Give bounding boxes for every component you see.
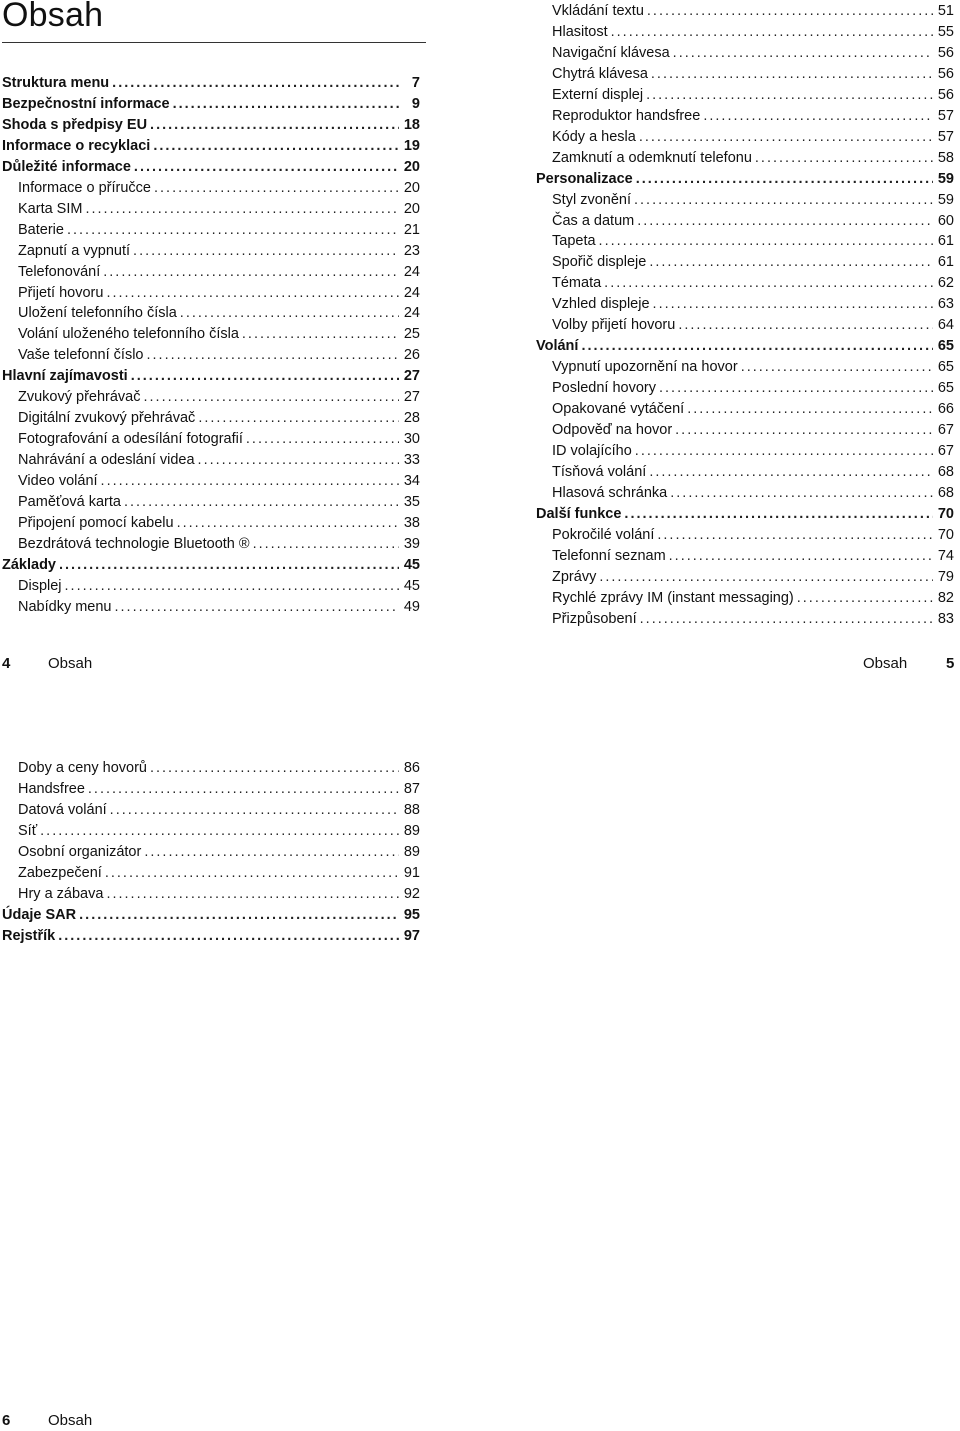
- toc-entry-label: Karta SIM: [18, 200, 83, 217]
- toc-entry[interactable]: [552, 441, 954, 461]
- toc-entry[interactable]: [552, 127, 954, 147]
- toc-entry-label: Hlasitost: [552, 23, 608, 40]
- toc-entry-page-number: 63: [937, 296, 954, 313]
- toc-entry-page-number: 21: [403, 221, 420, 238]
- dot-leader: [651, 64, 933, 84]
- dot-leader: [105, 863, 399, 883]
- dot-leader: [198, 450, 399, 470]
- dot-leader: [131, 366, 399, 386]
- toc-entry-page-number: 89: [403, 822, 420, 839]
- toc-entry-page-number: 65: [937, 359, 954, 376]
- toc-entry-page-number: 38: [403, 514, 420, 531]
- dot-leader: [110, 800, 399, 820]
- dot-leader: [673, 43, 933, 63]
- toc-entry-page-number: 55: [937, 23, 954, 40]
- toc-entry-label: Kódy a hesla: [552, 128, 636, 145]
- toc-entry-page-number: 57: [937, 107, 954, 124]
- dot-leader: [637, 211, 933, 231]
- toc-entry[interactable]: [18, 262, 420, 282]
- toc-entry-page-number: 74: [937, 547, 954, 564]
- running-footer-bottom: Obsah: [48, 1412, 93, 1429]
- toc-entry-label: Chytrá klávesa: [552, 65, 648, 82]
- toc-entry-page-number: 64: [937, 317, 954, 334]
- dot-leader: [177, 513, 399, 533]
- toc-entry[interactable]: [536, 336, 954, 356]
- dot-leader: [65, 576, 399, 596]
- dot-leader: [741, 357, 933, 377]
- toc-entry-label: Uložení telefonního čísla: [18, 305, 177, 322]
- dot-leader: [581, 336, 933, 356]
- toc-entry[interactable]: [552, 231, 954, 251]
- toc-entry-page-number: 26: [403, 347, 420, 364]
- toc-entry-page-number: 24: [403, 263, 420, 280]
- toc-entry-label: Nabídky menu: [18, 598, 112, 615]
- toc-entry[interactable]: [18, 345, 420, 365]
- toc-entry[interactable]: [552, 43, 954, 63]
- dot-leader: [599, 231, 933, 251]
- toc-entry-label: Struktura menu: [2, 75, 110, 91]
- toc-entry-label: Síť: [18, 822, 38, 839]
- toc-entry-label: Displej: [18, 577, 62, 594]
- toc-entry[interactable]: [18, 842, 420, 862]
- page-number-left: 4: [2, 655, 11, 672]
- toc-entry[interactable]: [18, 779, 420, 799]
- dot-leader: [669, 546, 933, 566]
- toc-entry[interactable]: [552, 190, 954, 210]
- toc-entry-page-number: 59: [937, 191, 954, 208]
- toc-entry-page-number: 33: [403, 452, 420, 469]
- toc-entry-label: Tísňová volání: [552, 463, 647, 480]
- toc-entry-page-number: 23: [403, 242, 420, 259]
- toc-entry-page-number: 49: [403, 598, 420, 615]
- toc-entry[interactable]: [552, 357, 954, 377]
- toc-entry-label: Odpověď na hovor: [552, 422, 673, 438]
- dot-leader: [797, 588, 933, 608]
- toc-entry-page-number: 25: [403, 326, 420, 343]
- dot-leader: [246, 429, 399, 449]
- dot-leader: [150, 758, 399, 778]
- toc-entry[interactable]: [552, 567, 954, 587]
- toc-entry-label: Přijetí hovoru: [18, 284, 104, 301]
- dot-leader: [242, 324, 399, 344]
- toc-entry[interactable]: [2, 73, 420, 93]
- running-footer-left: Obsah: [48, 655, 93, 672]
- toc-entry-page-number: 83: [937, 610, 954, 627]
- toc-entry-label: Bezdrátová technologie Bluetooth ®: [18, 535, 250, 552]
- toc-entry[interactable]: [18, 471, 420, 491]
- toc-entry-label: Údaje SAR: [2, 906, 77, 923]
- toc-entry[interactable]: [18, 220, 420, 240]
- toc-entry-page-number: 82: [937, 589, 954, 606]
- dot-leader: [646, 85, 933, 105]
- toc-entry[interactable]: [552, 420, 954, 440]
- toc-entry-label: Poslední hovory: [552, 380, 656, 397]
- toc-entry-label: Hlasová schránka: [552, 484, 668, 501]
- toc-entry[interactable]: [552, 85, 954, 105]
- toc-entry[interactable]: [2, 926, 420, 946]
- toc-entry[interactable]: [552, 1, 954, 21]
- toc-entry-page-number: 65: [937, 338, 954, 355]
- toc-entry[interactable]: [18, 884, 420, 904]
- toc-entry-page-number: 27: [403, 389, 420, 406]
- toc-entry[interactable]: [18, 513, 420, 533]
- toc-entry-page-number: 35: [403, 494, 420, 510]
- toc-entry-label: Základy: [2, 556, 56, 573]
- dot-leader: [115, 597, 400, 617]
- dot-leader: [180, 303, 399, 323]
- dot-leader: [88, 779, 399, 799]
- toc-entry-label: Vaše telefonní číslo: [18, 347, 144, 364]
- toc-entry-page-number: 88: [403, 801, 420, 818]
- toc-entry[interactable]: [2, 555, 420, 575]
- dot-leader: [133, 241, 399, 261]
- page-number-right: 5: [946, 655, 955, 672]
- toc-entry[interactable]: [2, 94, 420, 114]
- toc-entry[interactable]: [2, 115, 420, 135]
- toc-entry[interactable]: [2, 366, 420, 386]
- toc-entry[interactable]: [536, 504, 954, 524]
- dot-leader: [659, 378, 933, 398]
- toc-entry-page-number: 56: [937, 44, 954, 61]
- toc-entry[interactable]: [18, 429, 420, 449]
- toc-entry-label: Externí displej: [552, 86, 644, 103]
- toc-entry-label: Vkládání textu: [552, 3, 644, 19]
- toc-entry-label: Volby přijetí hovoru: [552, 317, 676, 334]
- toc-entry-page-number: 20: [403, 179, 420, 196]
- page-title: Obsah: [2, 0, 104, 34]
- dot-leader: [144, 842, 399, 862]
- title-divider: [2, 42, 426, 43]
- dot-leader: [146, 345, 399, 365]
- toc-entry[interactable]: [2, 157, 420, 177]
- toc-entry-page-number: 70: [937, 526, 954, 543]
- dot-leader: [67, 220, 399, 240]
- toc-entry[interactable]: [552, 525, 954, 545]
- toc-entry-label: Hry a zábava: [18, 885, 104, 902]
- dot-leader: [79, 905, 399, 925]
- toc-entry-page-number: 66: [937, 401, 954, 418]
- toc-entry[interactable]: [552, 378, 954, 398]
- dot-leader: [112, 73, 399, 93]
- toc-entry-label: Čas a datum: [552, 212, 635, 229]
- toc-entry-page-number: 95: [403, 906, 420, 923]
- dot-leader: [150, 115, 399, 135]
- dot-leader: [755, 148, 933, 168]
- toc-entry-label: Datová volání: [18, 801, 107, 818]
- toc-entry[interactable]: [552, 211, 954, 231]
- toc-entry-label: Další funkce: [536, 505, 622, 522]
- toc-entry-label: Baterie: [18, 221, 64, 238]
- toc-entry-label: Reproduktor handsfree: [552, 107, 701, 124]
- toc-entry[interactable]: [18, 821, 420, 841]
- toc-entry-page-number: 61: [937, 233, 954, 250]
- toc-entry-label: Rychlé zprávy IM (instant messaging): [552, 589, 794, 606]
- dot-leader: [624, 504, 933, 524]
- toc-entry-label: Zabezpečení: [18, 864, 102, 881]
- toc-entry-label: Pokročilé volání: [552, 526, 655, 543]
- toc-entry-label: Informace o příručce: [18, 179, 151, 196]
- toc-entry[interactable]: [552, 588, 954, 608]
- dot-leader: [636, 169, 933, 189]
- toc-entry[interactable]: [18, 178, 420, 198]
- dot-leader: [103, 262, 399, 282]
- toc-entry-label: Volání: [536, 338, 579, 355]
- toc-entry-label: Volání uloženého telefonního čísla: [18, 326, 239, 343]
- toc-entry-label: Zapnutí a vypnutí: [18, 242, 131, 259]
- toc-entry-label: Styl zvonění: [552, 191, 631, 208]
- dot-leader: [40, 821, 399, 841]
- dot-leader: [675, 420, 933, 440]
- dot-leader: [101, 471, 399, 491]
- toc-entry[interactable]: [552, 252, 954, 272]
- toc-entry-label: Personalizace: [536, 170, 633, 187]
- dot-leader: [253, 534, 399, 554]
- toc-entry-page-number: 67: [937, 422, 954, 438]
- dot-leader: [106, 283, 399, 303]
- toc-entry-page-number: 70: [937, 505, 954, 522]
- toc-entry-label: Telefonování: [18, 263, 101, 280]
- toc-entry[interactable]: [18, 241, 420, 261]
- toc-entry-page-number: 24: [403, 284, 420, 301]
- toc-entry[interactable]: [18, 450, 420, 470]
- toc-entry-page-number: 79: [937, 568, 954, 585]
- toc-entry-label: Handsfree: [18, 780, 85, 797]
- dot-leader: [640, 609, 933, 629]
- dot-leader: [134, 157, 399, 177]
- dot-leader: [604, 273, 933, 293]
- dot-leader: [687, 399, 933, 419]
- toc-entry[interactable]: [552, 609, 954, 629]
- dot-leader: [611, 22, 933, 42]
- toc-entry-page-number: 27: [403, 368, 420, 385]
- toc-entry-label: Osobní organizátor: [18, 843, 142, 860]
- dot-leader: [639, 127, 933, 147]
- toc-entry-page-number: 68: [937, 463, 954, 480]
- toc-entry[interactable]: [18, 324, 420, 344]
- toc-entry-label: Paměťová karta: [18, 494, 121, 510]
- dot-leader: [85, 199, 399, 219]
- dot-leader: [634, 190, 933, 210]
- toc-entry-page-number: 51: [937, 3, 954, 19]
- toc-entry[interactable]: [2, 905, 420, 925]
- toc-entry-label: Shoda s předpisy EU: [2, 116, 148, 133]
- toc-entry-label: Rejstřík: [2, 927, 56, 944]
- toc-entry[interactable]: [552, 462, 954, 482]
- toc-entry-label: Připojení pomocí kabelu: [18, 514, 174, 531]
- dot-leader: [153, 136, 399, 156]
- toc-entry-label: Telefonní seznam: [552, 547, 666, 564]
- dot-leader: [198, 408, 399, 428]
- dot-leader: [599, 567, 933, 587]
- toc-entry-page-number: 68: [937, 484, 954, 501]
- dot-leader: [670, 483, 933, 503]
- toc-entry-page-number: 7: [411, 75, 420, 91]
- toc-entry[interactable]: [552, 399, 954, 419]
- toc-entry[interactable]: [18, 863, 420, 883]
- toc-entry[interactable]: [18, 576, 420, 596]
- toc-entry-page-number: 56: [937, 86, 954, 103]
- dot-leader: [144, 387, 400, 407]
- toc-entry-label: Bezpečnostní informace: [2, 95, 170, 112]
- toc-entry[interactable]: [536, 169, 954, 189]
- toc-entry[interactable]: [552, 315, 954, 335]
- running-footer-right: Obsah: [863, 655, 908, 672]
- toc-entry-page-number: 61: [937, 254, 954, 271]
- toc-entry-label: Přizpůsobení: [552, 610, 637, 627]
- toc-entry-page-number: 28: [403, 410, 420, 427]
- toc-entry[interactable]: [18, 408, 420, 428]
- toc-entry-label: Zvukový přehrávač: [18, 389, 141, 406]
- toc-entry-label: ID volajícího: [552, 442, 632, 459]
- toc-entry-page-number: 86: [403, 760, 420, 776]
- toc-entry-page-number: 97: [403, 927, 420, 944]
- dot-leader: [59, 555, 399, 575]
- toc-entry-label: Důležité informace: [2, 158, 131, 175]
- toc-entry-page-number: 45: [403, 556, 420, 573]
- dot-leader: [635, 441, 933, 461]
- dot-leader: [124, 492, 399, 512]
- toc-entry-page-number: 67: [937, 442, 954, 459]
- toc-entry-label: Vzhled displeje: [552, 296, 650, 313]
- toc-entry-page-number: 34: [403, 473, 420, 490]
- toc-entry-page-number: 60: [937, 212, 954, 229]
- toc-entry-page-number: 58: [937, 149, 954, 166]
- toc-entry[interactable]: [18, 283, 420, 303]
- toc-entry[interactable]: [18, 597, 420, 617]
- toc-entry-label: Doby a ceny hovorů: [18, 760, 147, 776]
- toc-entry-label: Tapeta: [552, 233, 596, 250]
- toc-entry-label: Video volání: [18, 473, 98, 490]
- toc-entry-page-number: 59: [937, 170, 954, 187]
- toc-entry-page-number: 62: [937, 275, 954, 292]
- toc-entry[interactable]: [552, 483, 954, 503]
- toc-entry-label: Informace o recyklaci: [2, 137, 151, 154]
- toc-entry-page-number: 20: [403, 158, 420, 175]
- toc-entry[interactable]: [552, 273, 954, 293]
- toc-entry-label: Opakované vytáčení: [552, 401, 685, 418]
- dot-leader: [657, 525, 933, 545]
- toc-entry-page-number: 56: [937, 65, 954, 82]
- toc-entry-page-number: 87: [403, 780, 420, 797]
- toc-entry-label: Vypnutí upozornění na hovor: [552, 359, 738, 376]
- toc-entry[interactable]: [552, 22, 954, 42]
- dot-leader: [653, 294, 933, 314]
- toc-entry-page-number: 91: [403, 864, 420, 881]
- dot-leader: [649, 462, 933, 482]
- toc-entry-label: Zamknutí a odemknutí telefonu: [552, 149, 752, 166]
- toc-entry-page-number: 19: [403, 137, 420, 154]
- toc-entry-label: Zprávy: [552, 568, 597, 585]
- dot-leader: [703, 106, 933, 126]
- toc-entry-label: Hlavní zajímavosti: [2, 368, 128, 385]
- toc-entry[interactable]: [18, 800, 420, 820]
- dot-leader: [106, 884, 399, 904]
- toc-entry[interactable]: [18, 758, 420, 778]
- toc-entry-page-number: 45: [403, 577, 420, 594]
- page-number-bottom: 6: [2, 1412, 11, 1429]
- toc-entry[interactable]: [18, 199, 420, 219]
- toc-entry[interactable]: [552, 294, 954, 314]
- toc-entry-page-number: 57: [937, 128, 954, 145]
- toc-entry-page-number: 30: [403, 431, 420, 448]
- toc-entry-page-number: 89: [403, 843, 420, 860]
- toc-entry[interactable]: [552, 106, 954, 126]
- dot-leader: [173, 94, 399, 114]
- toc-entry[interactable]: [552, 546, 954, 566]
- dot-leader: [647, 1, 933, 21]
- dot-leader: [649, 252, 933, 272]
- toc-entry-label: Nahrávání a odeslání videa: [18, 452, 195, 469]
- toc-entry-page-number: 20: [403, 200, 420, 217]
- toc-entry-label: Témata: [552, 275, 602, 292]
- toc-entry-page-number: 18: [403, 116, 420, 133]
- toc-entry[interactable]: [552, 148, 954, 168]
- toc-entry-label: Spořič displeje: [552, 254, 647, 271]
- toc-entry-page-number: 65: [937, 380, 954, 397]
- toc-entry-page-number: 39: [403, 535, 420, 552]
- toc-entry[interactable]: [18, 492, 420, 512]
- toc-entry-label: Navigační klávesa: [552, 44, 670, 61]
- toc-entry-page-number: 24: [403, 305, 420, 322]
- toc-entry-page-number: 9: [411, 95, 420, 112]
- toc-entry[interactable]: [18, 534, 420, 554]
- toc-entry[interactable]: [2, 136, 420, 156]
- toc-entry[interactable]: [18, 303, 420, 323]
- toc-entry[interactable]: [552, 64, 954, 84]
- dot-leader: [154, 178, 399, 198]
- dot-leader: [58, 926, 399, 946]
- toc-entry-label: Fotografování a odesílání fotografií: [18, 431, 243, 448]
- toc-entry[interactable]: [18, 387, 420, 407]
- toc-entry-label: Digitální zvukový přehrávač: [18, 410, 196, 427]
- dot-leader: [678, 315, 933, 335]
- toc-entry-page-number: 92: [403, 885, 420, 902]
